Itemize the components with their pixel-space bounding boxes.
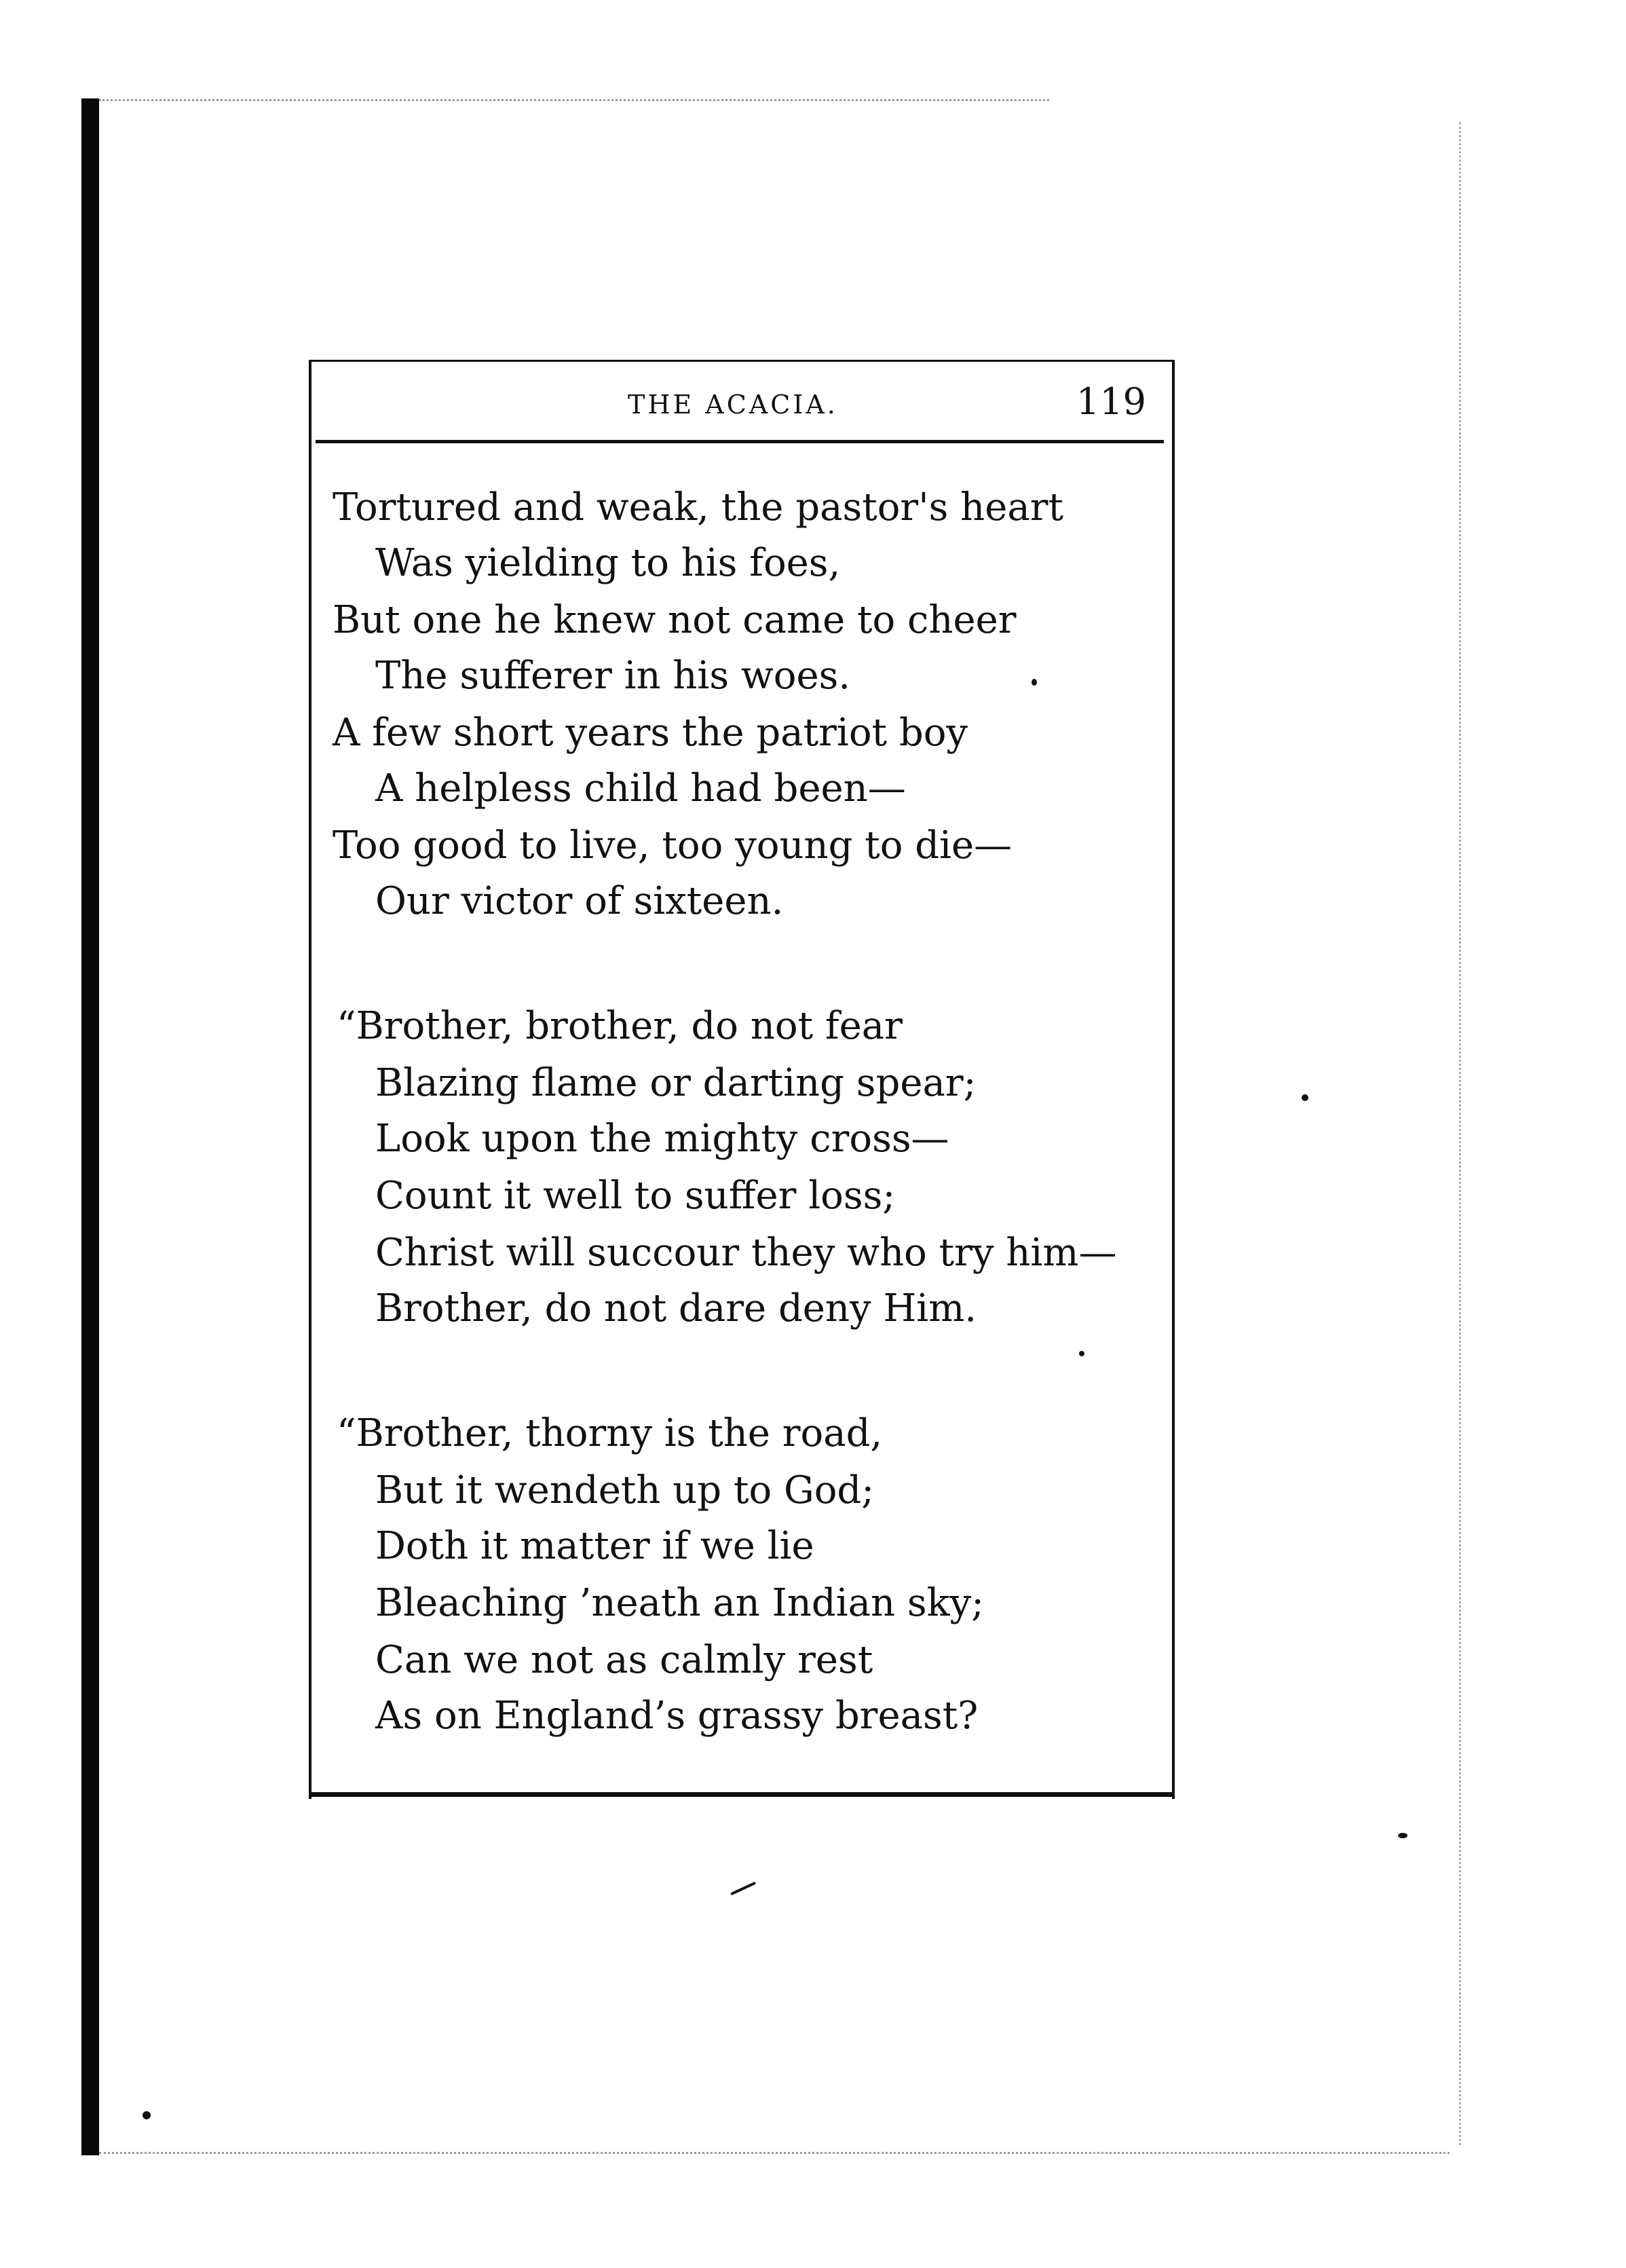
book-spine-shadow [81,98,99,2155]
verse-line: Can we not as calmly rest [375,1638,873,1682]
verse-line: Bleaching ’neath an Indian sky; [375,1581,985,1625]
ink-speck [1302,1094,1308,1101]
verse-line: Blazing flame or darting spear; [375,1061,977,1105]
page-top-edge [99,99,1049,101]
ink-speck [1398,1833,1407,1838]
verse-line: “Brother, thorny is the road, [337,1411,883,1455]
frame-bottom-rule [309,1792,1172,1797]
verse-line: As on England’s grassy breast? [375,1694,979,1738]
verse-line: Look upon the mighty cross— [375,1117,949,1161]
ink-speck [730,1882,756,1896]
verse-line: Christ will succour they who try him— [375,1231,1117,1275]
verse-line: The sufferer in his woes. [375,654,851,698]
header-rule [316,440,1164,443]
verse-line: A few short years the patriot boy [333,711,968,755]
verse-line: Was yielding to his foes, [375,541,841,585]
verse-line: Count it well to suffer loss; [375,1174,896,1218]
frame-top-rule [309,360,1172,362]
verse-line: Doth it matter if we lie [375,1524,814,1568]
verse-line: Our victor of sixteen. [375,879,784,923]
verse-line: “Brother, brother, do not fear [337,1004,903,1048]
verse-line: A helpless child had been— [375,766,906,811]
page-bottom-edge [99,2152,1450,2154]
verse-line: Tortured and weak, the pastor's heart [333,485,1063,529]
running-head [309,380,1172,434]
verse-line: But one he knew not came to cheer [333,598,1017,642]
ink-speck [143,2111,151,2119]
verse-line: Too good to live, too young to die— [333,823,1013,868]
page-number: 119 [1076,380,1146,423]
verse-line: But it wendeth up to God; [375,1468,875,1512]
page-right-edge [1459,122,1461,2145]
verse-line: Brother, do not dare deny Him. [375,1286,977,1331]
running-title: THE ACACIA. [628,390,838,420]
